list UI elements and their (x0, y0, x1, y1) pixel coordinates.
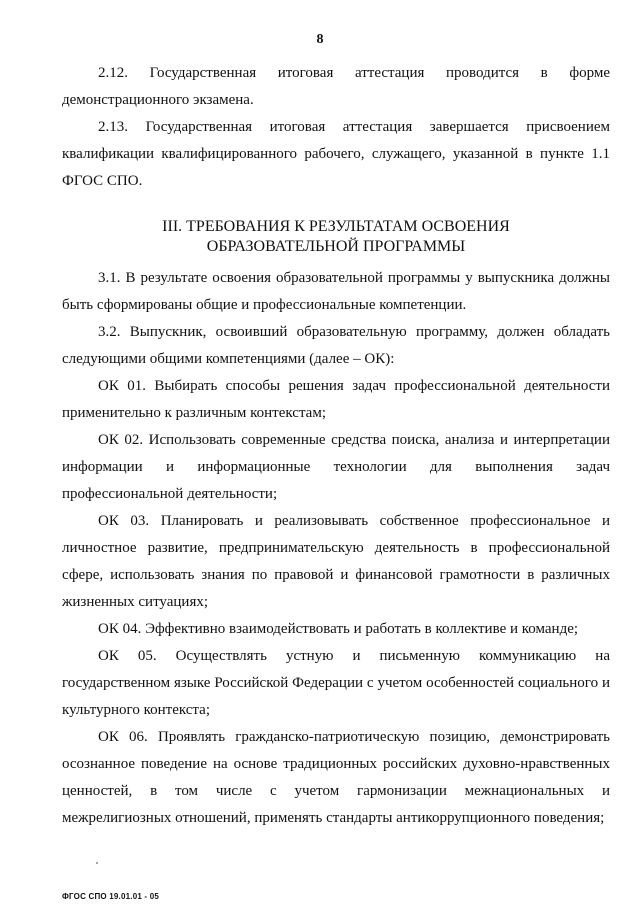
competency-ok-03: ОК 03. Планировать и реализовывать собственное профессиональное и личностное развитие, предпринимательскую деятельность в профессиональной сфере, использовать знания по правовой и финансовой грамотности в различных жизненных ситуациях; (62, 513, 610, 610)
paragraph-3-2: 3.2. Выпускник, освоивший образовательную программу, должен обладать следующими общими компетенциями (далее – ОК): (62, 324, 610, 367)
paragraph-3-1: 3.1. В результате освоения образовательной программы у выпускника должны быть сформированы общие и профессиональные компетенции. (62, 270, 610, 313)
paragraph-2-13: 2.13. Государственная итоговая аттестация завершается присвоением квалификации квалифицированного рабочего, служащего, указанной в пункте 1.1 ФГОС СПО. (62, 119, 610, 189)
page-number: 8 (316, 32, 324, 47)
competency-ok-04: ОК 04. Эффективно взаимодействовать и работать в коллективе и команде; (98, 621, 579, 637)
competency-ok-02: ОК 02. Использовать современные средства поиска, анализа и интерпретации информации и информационные технологии для выполнения задач профессиональной деятельности; (62, 432, 610, 502)
competency-ok-01: ОК 01. Выбирать способы решения задач профессиональной деятельности применительно к различным контекстам; (62, 378, 610, 421)
paragraph-2-12: 2.12. Государственная итоговая аттестация проводится в форме демонстрационного экзамена. (62, 65, 610, 108)
scan-artifact-dot (96, 862, 98, 864)
competency-ok-06: ОК 06. Проявлять гражданско-патриотическую позицию, демонстрировать осознанное поведение на основе традиционных российских духовно-нравственных ценностей, в том числе с учетом гармонизации межнациональных и межрелигиозных отношений, применять стандарты антикоррупционного поведения; (62, 729, 610, 826)
footer-document-code: ФГОС СПО 19.01.01 - 05 (62, 892, 160, 901)
competency-ok-05: ОК 05. Осуществлять устную и письменную коммуникацию на государственном языке Российской Федерации с учетом особенностей социального и культурного контекста; (62, 648, 610, 718)
section-title: III. ТРЕБОВАНИЯ К РЕЗУЛЬТАТАМ ОСВОЕНИЯ ОБРАЗОВАТЕЛЬНОЙ ПРОГРАММЫ (162, 218, 510, 255)
page-content (62, 60, 610, 832)
